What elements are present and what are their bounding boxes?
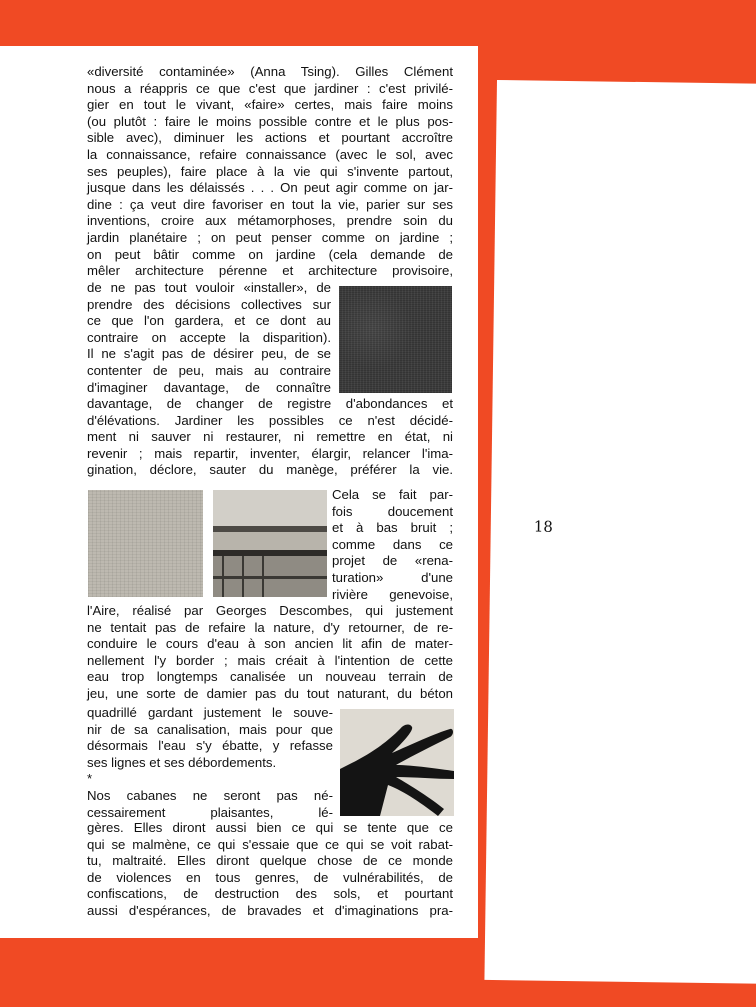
text-line: prendre des décisions collectives sur (87, 296, 331, 312)
text-block-6 (87, 705, 333, 821)
text-line: revenir ; mais repartir, inventer, élargir, relancer l'ima- (87, 445, 453, 461)
text-line: gères. Elles diront aussi bien ce qui se tente que ce (87, 820, 453, 835)
concrete-texture-photo (88, 490, 203, 597)
text-line: rivière genevoise, (332, 586, 453, 602)
text-line: qui se malmène, ce qui s'essaie que ce qui se voit rabat- (87, 836, 453, 852)
text-line: conduire le cours d'eau à son ancien lit afin de mater- (87, 636, 453, 652)
text-line: ne tentait pas de refaire la nature, d'y retourner, de re- (87, 619, 453, 635)
text-block-4 (332, 487, 453, 603)
text-line: cessairement plaisantes, lé- (87, 804, 333, 820)
text-line: et à bas bruit ; (332, 520, 453, 536)
text-line: quadrillé gardant justement le souve- (87, 705, 333, 720)
text-line: ses peuples), faire place à la vie qui s'invente partout, (87, 163, 453, 179)
page-number: 18 (533, 517, 553, 536)
text-line: ment ni sauver ni restaurer, ni remettre en état, ni (87, 429, 453, 445)
text-line: nir de sa canalisation, mais pour que (87, 721, 333, 737)
text-line: nellement l'y border ; mais créait à l'intention de cette (87, 652, 453, 668)
text-line: on peut bâtir comme on jardine (cela demande de (87, 246, 453, 262)
text-line: contenter de peu, mais au contraire (87, 362, 331, 378)
text-line: Il ne s'agit pas de désirer peu, de se (87, 346, 331, 362)
text-line: projet de «rena- (332, 553, 453, 569)
text-block-5 (87, 603, 453, 703)
text-line: * (87, 771, 93, 787)
text-line: la connaissance, refaire connaissance (avec le sol, avec (87, 146, 453, 162)
text-block-3 (87, 396, 453, 479)
grainy-dark-photo (339, 286, 452, 393)
text-line: turation» d'une (332, 569, 453, 585)
text-line: ce que l'on gardera, et ce dont au (87, 313, 331, 329)
text-line: jusque dans les délaissés . . . On peut agir comme on jar- (87, 180, 453, 196)
text-line: contraire on accepte la disparition). (87, 329, 331, 345)
river-channel-photo (213, 490, 327, 597)
text-line: inventions, croire aux métamorphoses, prendre soin du (87, 213, 453, 229)
text-line: gier en tout le vivant, «faire» certes, mais faire moins (87, 97, 453, 113)
hand-shadow-photo (340, 709, 454, 816)
text-line: (ou plutôt : faire le moins possible contre et le plus pos- (87, 113, 453, 129)
text-block-2 (87, 280, 331, 396)
text-line: désormais l'eau s'y ébatte, y refasse (87, 738, 333, 754)
text-line: gination, déclore, sauter du manège, préférer la vie. (87, 462, 453, 478)
text-line: dine : ça veut dire favoriser en tout la vie, parier sur ses (87, 196, 453, 212)
text-line: davantage, de changer de registre d'abondances et (87, 396, 453, 411)
text-line: nous a réappris ce que c'est que jardiner : c'est privilé- (87, 80, 453, 96)
text-line: fois doucement (332, 503, 453, 519)
right-page (484, 80, 756, 984)
text-line: de ne pas tout vouloir «installer», de (87, 280, 331, 295)
text-line: aussi d'espérances, de bravades et d'imaginations pra- (87, 902, 453, 918)
text-line: mêler architecture pérenne et architecture provisoire, (87, 263, 453, 279)
text-line: Cela se fait par- (332, 487, 453, 502)
text-line: «diversité contaminée» (Anna Tsing). Gilles Clément (87, 64, 453, 79)
text-line: tu, maltraité. Elles diront quelque chose de ce monde (87, 853, 453, 869)
text-line: de violences en tous genres, de vulnérabilités, de (87, 869, 453, 885)
text-block-1 (87, 64, 453, 280)
text-block-7 (87, 820, 453, 920)
text-line: l'Aire, réalisé par Georges Descombes, qui justement (87, 603, 453, 618)
text-line: sible avec), diminuer les actions et pourtant accroître (87, 130, 453, 146)
text-line: d'élévations. Jardiner les possibles ce n'est décidé- (87, 412, 453, 428)
text-line: d'imaginer davantage, de connaître (87, 379, 331, 395)
text-line: Nos cabanes ne seront pas né- (87, 787, 333, 803)
text-line: jeu, une sorte de damier pas du tout naturant, du béton (87, 685, 453, 701)
text-line: eau trop longtemps canalisée un nouveau terrain de (87, 669, 453, 685)
text-line: jardin planétaire ; on peut penser comme on jardine ; (87, 229, 453, 245)
text-line: ses lignes et ses débordements. (87, 754, 277, 770)
text-line: comme dans ce (332, 536, 453, 552)
text-line: confiscations, de destruction des sols, et pourtant (87, 886, 453, 902)
